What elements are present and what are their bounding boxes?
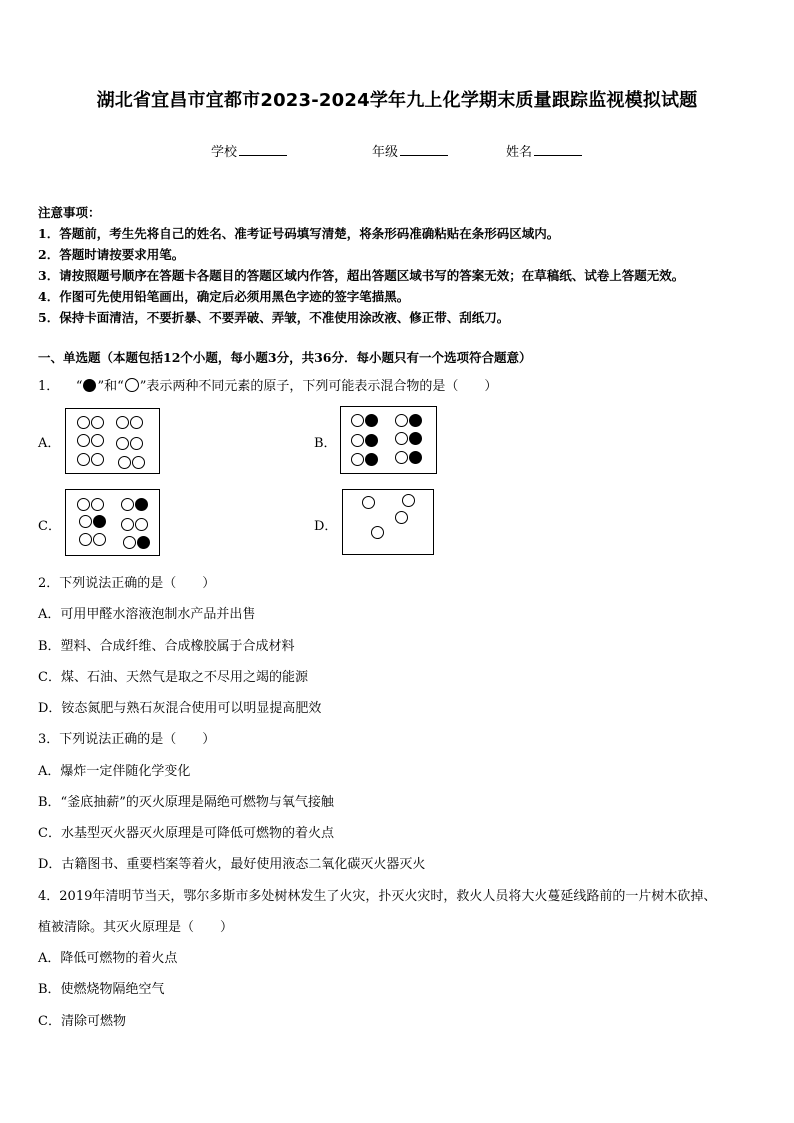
option-c-label[interactable]: C． [38, 519, 61, 534]
grade-field [372, 141, 448, 160]
white-atom [116, 437, 129, 450]
white-atom [371, 526, 384, 539]
question-4-option[interactable]: C．清除可燃物 [38, 1014, 126, 1029]
quote-open: “ [75, 379, 83, 394]
black-atom-icon [83, 379, 96, 392]
option-d-diagram [342, 489, 434, 555]
question-4-option[interactable]: B．使燃烧物隔绝空气 [38, 982, 165, 997]
white-atom [77, 498, 90, 511]
white-atom [402, 494, 415, 507]
option-a-label[interactable]: A． [38, 436, 61, 451]
question-1-text: ”表示两种不同元素的原子，下列可能表示混合物的是（ ） [139, 379, 498, 394]
white-atom [91, 434, 104, 447]
question-2-option[interactable]: B．塑料、合成纤维、合成橡胶属于合成材料 [38, 639, 295, 654]
white-atom [77, 416, 90, 429]
question-4-stem: 4．2019年清明节当天，鄂尔多斯市多处树林发生了火灾，扑灭火灾时，救火人员将大火蔓延线路前的一片树木砍掉、 [38, 889, 717, 904]
black-atom [93, 515, 106, 528]
name-label: 姓名 [506, 145, 533, 160]
question-4-stem-cont: 植被清除。其灭火原理是（ ） [38, 920, 234, 935]
note-item: 1．答题前，考生先将自己的姓名、准考证号码填写清楚，将条形码准确粘贴在条形码区域内。 [38, 226, 560, 241]
question-number: 1． [38, 379, 60, 394]
black-atom [409, 451, 422, 464]
white-atom [351, 434, 364, 447]
name-blank[interactable] [534, 141, 582, 156]
white-atom-icon [125, 378, 139, 392]
option-a-diagram [65, 408, 160, 474]
white-atom [362, 496, 375, 509]
question-3-option[interactable]: C．水基型灭火器灭火原理是可降低可燃物的着火点 [38, 826, 334, 841]
white-atom [79, 515, 92, 528]
white-atom [91, 453, 104, 466]
white-atom [116, 416, 129, 429]
white-atom [121, 498, 134, 511]
black-atom [137, 536, 150, 549]
black-atom [365, 453, 378, 466]
question-3-option[interactable]: B．“釜底抽薪”的灭火原理是隔绝可燃物与氧气接触 [38, 795, 334, 810]
black-atom [409, 414, 422, 427]
white-atom [395, 511, 408, 524]
black-atom [365, 414, 378, 427]
question-2-option[interactable]: D．铵态氮肥与熟石灰混合使用可以明显提高肥效 [38, 701, 322, 716]
black-atom [409, 432, 422, 445]
school-field [211, 141, 287, 160]
white-atom [395, 414, 408, 427]
white-atom [91, 416, 104, 429]
white-atom [395, 432, 408, 445]
note-item: 2．答题时请按要求用笔。 [38, 247, 185, 262]
page-title: 湖北省宜昌市宜都市2023-2024学年九上化学期末质量跟踪监视模拟试题 [96, 90, 698, 111]
quote-and: ”和“ [97, 379, 124, 394]
white-atom [91, 498, 104, 511]
white-atom [351, 414, 364, 427]
white-atom [93, 533, 106, 546]
white-atom [123, 536, 136, 549]
white-atom [135, 518, 148, 531]
school-label: 学校 [211, 145, 238, 160]
name-field [506, 141, 582, 160]
school-blank[interactable] [239, 141, 287, 156]
white-atom [77, 434, 90, 447]
white-atom [130, 437, 143, 450]
option-b-label[interactable]: B． [314, 436, 337, 451]
white-atom [130, 416, 143, 429]
option-d-label[interactable]: D． [314, 519, 338, 534]
option-b-diagram [340, 406, 437, 474]
white-atom [351, 453, 364, 466]
white-atom [77, 453, 90, 466]
notes-heading: 注意事项： [38, 205, 101, 220]
white-atom [121, 518, 134, 531]
grade-blank[interactable] [400, 141, 448, 156]
black-atom [135, 498, 148, 511]
white-atom [118, 456, 131, 469]
question-1-stem [38, 375, 497, 394]
question-3-option[interactable]: A．爆炸一定伴随化学变化 [38, 764, 191, 779]
option-c-diagram [65, 489, 160, 556]
white-atom [79, 533, 92, 546]
question-3-stem: 3．下列说法正确的是（ ） [38, 732, 216, 747]
black-atom [365, 434, 378, 447]
white-atom [132, 456, 145, 469]
section-heading: 一、单选题（本题包括12个小题，每小题3分，共36分．每小题只有一个选项符合题意） [38, 350, 532, 365]
question-4-option[interactable]: A．降低可燃物的着火点 [38, 951, 178, 966]
white-atom [395, 451, 408, 464]
question-2-option[interactable]: C．煤、石油、天然气是取之不尽用之竭的能源 [38, 670, 308, 685]
question-2-stem: 2．下列说法正确的是（ ） [38, 576, 216, 591]
note-item: 3．请按照题号顺序在答题卡各题目的答题区域内作答，超出答题区域书写的答案无效；在草稿纸、试卷上答题无效。 [38, 268, 685, 283]
question-2-option[interactable]: A．可用甲醛水溶液泡制水产品并出售 [38, 607, 256, 622]
note-item: 5．保持卡面清洁，不要折暴、不要弄破、弄皱，不准使用涂改液、修正带、刮纸刀。 [38, 310, 510, 325]
question-3-option[interactable]: D．古籍图书、重要档案等着火，最好使用液态二氧化碳灭火器灭火 [38, 857, 426, 872]
grade-label: 年级 [372, 145, 399, 160]
note-item: 4．作图可先使用铅笔画出，确定后必须用黑色字迹的签字笔描黑。 [38, 289, 410, 304]
